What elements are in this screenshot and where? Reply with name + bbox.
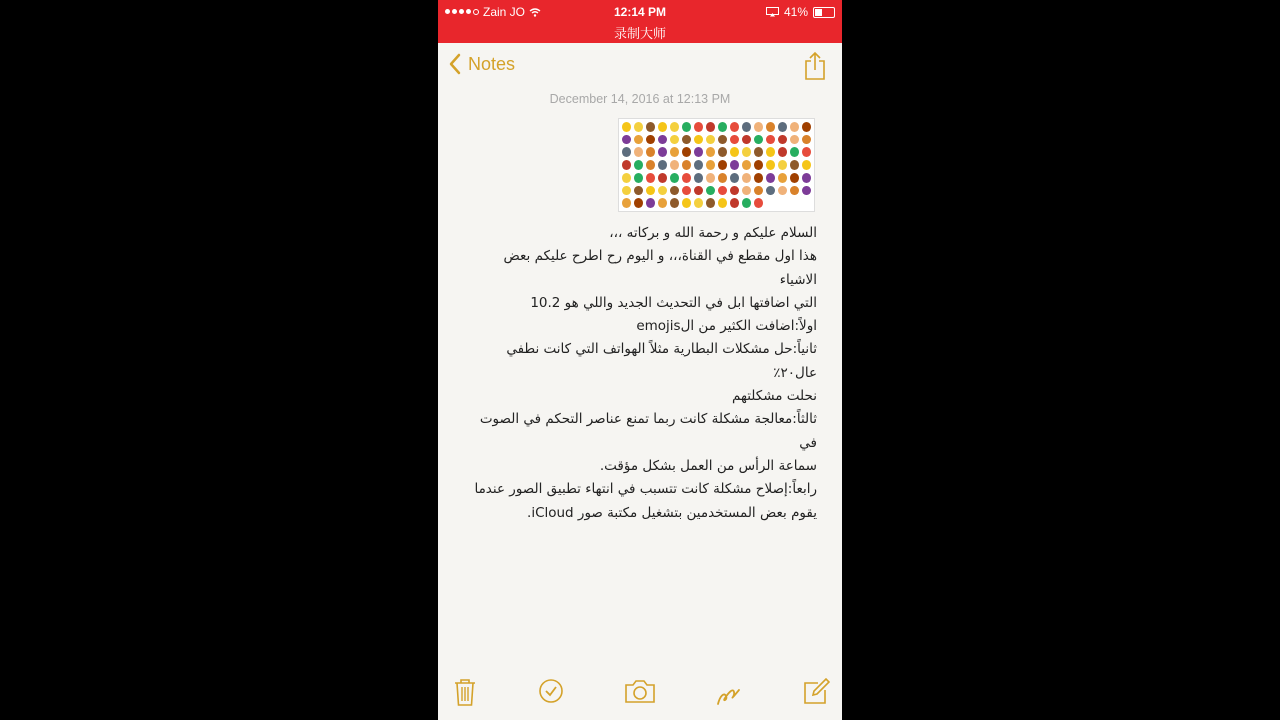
emoji-thumbnail bbox=[754, 198, 763, 208]
emoji-thumbnail bbox=[790, 186, 799, 196]
emoji-thumbnail bbox=[706, 186, 715, 196]
emoji-thumbnail bbox=[670, 198, 679, 208]
emoji-thumbnail bbox=[658, 135, 667, 145]
emoji-thumbnail bbox=[730, 160, 739, 170]
note-line: يقوم بعض المستخدمين بتشغيل مكتبة صور iCloud. bbox=[527, 504, 817, 521]
emoji-thumbnail bbox=[778, 147, 787, 157]
emoji-thumbnail bbox=[802, 122, 811, 132]
emoji-thumbnail bbox=[778, 122, 787, 132]
emoji-thumbnail bbox=[670, 186, 679, 196]
emoji-thumbnail bbox=[634, 122, 643, 132]
emoji-thumbnail bbox=[754, 135, 763, 145]
compose-button[interactable] bbox=[802, 678, 830, 711]
emoji-thumbnail bbox=[646, 173, 655, 183]
emoji-thumbnail bbox=[622, 198, 631, 208]
emoji-thumbnail bbox=[670, 122, 679, 132]
emoji-thumbnail bbox=[694, 122, 703, 132]
emoji-thumbnail bbox=[622, 160, 631, 170]
emoji-thumbnail bbox=[646, 160, 655, 170]
emoji-thumbnail bbox=[622, 122, 631, 132]
emoji-thumbnail bbox=[706, 198, 715, 208]
emoji-thumbnail bbox=[694, 147, 703, 157]
emoji-thumbnail bbox=[646, 147, 655, 157]
emoji-thumbnail bbox=[730, 147, 739, 157]
bottom-toolbar bbox=[438, 670, 842, 720]
emoji-thumbnail bbox=[694, 173, 703, 183]
emoji-thumbnail bbox=[682, 186, 691, 196]
note-line: ثالثاً:معالجة مشكلة كانت ربما تمنع عناصر التحكم في الصوت في bbox=[479, 411, 817, 451]
emoji-thumbnail bbox=[802, 135, 811, 145]
emoji-thumbnail bbox=[742, 122, 751, 132]
screen-mirroring-icon bbox=[766, 7, 779, 17]
emoji-thumbnail bbox=[622, 186, 631, 196]
emoji-thumbnail bbox=[634, 186, 643, 196]
note-line: اولاً:اضافت الكثير من الemojis bbox=[636, 318, 817, 335]
emoji-thumbnail bbox=[754, 147, 763, 157]
note-line: هذا اول مقطع في القناة،،، و اليوم رح اطرح عليكم بعض الاشياء bbox=[503, 248, 817, 288]
chevron-left-icon bbox=[448, 53, 462, 75]
note-date: December 14, 2016 at 12:13 PM bbox=[549, 92, 731, 106]
emoji-thumbnail bbox=[658, 186, 667, 196]
note-text[interactable] bbox=[472, 222, 817, 525]
compose-icon bbox=[802, 678, 830, 706]
emoji-thumbnail bbox=[802, 186, 811, 196]
emoji-thumbnail bbox=[622, 135, 631, 145]
emoji-thumbnail bbox=[682, 147, 691, 157]
emoji-thumbnail bbox=[718, 186, 727, 196]
emoji-thumbnail bbox=[778, 186, 787, 196]
battery-info bbox=[766, 5, 835, 19]
camera-button[interactable] bbox=[624, 678, 656, 709]
emoji-thumbnail bbox=[802, 147, 811, 157]
emoji-thumbnail bbox=[718, 147, 727, 157]
emoji-thumbnail bbox=[718, 198, 727, 208]
emoji-thumbnail bbox=[730, 198, 739, 208]
emoji-thumbnail bbox=[658, 173, 667, 183]
checklist-button[interactable] bbox=[538, 678, 564, 709]
emoji-thumbnail bbox=[622, 147, 631, 157]
emoji-thumbnail bbox=[778, 173, 787, 183]
emoji-thumbnail bbox=[682, 173, 691, 183]
clock: 12:14 PM bbox=[613, 5, 667, 19]
emoji-thumbnail bbox=[730, 186, 739, 196]
emoji-thumbnail bbox=[754, 122, 763, 132]
emoji-thumbnail bbox=[754, 186, 763, 196]
nav-bar bbox=[438, 43, 842, 91]
emoji-thumbnail bbox=[742, 147, 751, 157]
emoji-thumbnail bbox=[658, 198, 667, 208]
emoji-thumbnail bbox=[790, 147, 799, 157]
back-button[interactable] bbox=[448, 53, 515, 75]
status-bar bbox=[438, 0, 842, 43]
emoji-thumbnail bbox=[682, 198, 691, 208]
emoji-thumbnail bbox=[802, 173, 811, 183]
emoji-thumbnail bbox=[766, 173, 775, 183]
emoji-thumbnail bbox=[718, 173, 727, 183]
checklist-icon bbox=[538, 678, 564, 704]
emoji-thumbnail bbox=[634, 135, 643, 145]
emoji-thumbnail bbox=[706, 122, 715, 132]
emoji-thumbnail bbox=[778, 135, 787, 145]
emoji-thumbnail bbox=[718, 135, 727, 145]
emoji-thumbnail bbox=[706, 147, 715, 157]
emoji-thumbnail bbox=[742, 160, 751, 170]
trash-icon bbox=[454, 678, 476, 706]
note-line: نحلت مشكلتهم bbox=[732, 388, 817, 405]
share-button[interactable] bbox=[804, 51, 826, 86]
emoji-thumbnail bbox=[730, 122, 739, 132]
emoji-thumbnail bbox=[634, 173, 643, 183]
emoji-thumbnail bbox=[718, 122, 727, 132]
emoji-thumbnail bbox=[694, 186, 703, 196]
emoji-thumbnail bbox=[694, 198, 703, 208]
emoji-thumbnail bbox=[694, 160, 703, 170]
emoji-thumbnail bbox=[658, 160, 667, 170]
emoji-thumbnail bbox=[682, 122, 691, 132]
emoji-thumbnail bbox=[670, 147, 679, 157]
emoji-thumbnail bbox=[706, 160, 715, 170]
note-line: سماعة الرأس من العمل بشكل مؤقت. bbox=[599, 457, 817, 474]
emoji-thumbnail bbox=[742, 186, 751, 196]
emoji-thumbnail bbox=[766, 160, 775, 170]
sketch-icon bbox=[716, 678, 742, 706]
emoji-thumbnail bbox=[706, 173, 715, 183]
emoji-thumbnail bbox=[646, 198, 655, 208]
emoji-screenshot-image[interactable] bbox=[618, 118, 815, 212]
emoji-thumbnail bbox=[742, 135, 751, 145]
emoji-thumbnail bbox=[778, 160, 787, 170]
delete-button[interactable] bbox=[454, 678, 476, 711]
note-line: السلام عليكم و رحمة الله و بركاته ،،، bbox=[609, 225, 817, 241]
emoji-thumbnail bbox=[766, 147, 775, 157]
back-label: Notes bbox=[468, 53, 516, 74]
emoji-thumbnail bbox=[634, 160, 643, 170]
emoji-thumbnail bbox=[682, 160, 691, 170]
emoji-thumbnail bbox=[658, 147, 667, 157]
emoji-thumbnail bbox=[634, 198, 643, 208]
carrier-label: Zain JO bbox=[483, 5, 526, 19]
emoji-thumbnail bbox=[634, 147, 643, 157]
note-line: ثانياً:حل مشكلات البطارية مثلاً الهواتف التي كانت نطفي عال٢٠٪ bbox=[506, 341, 817, 381]
emoji-thumbnail bbox=[646, 186, 655, 196]
note-line: التي اضافتها ابل في التحديث الجديد واللي هو 10.2 bbox=[530, 294, 817, 311]
emoji-thumbnail bbox=[670, 135, 679, 145]
emoji-thumbnail bbox=[742, 173, 751, 183]
emoji-thumbnail bbox=[694, 135, 703, 145]
emoji-thumbnail bbox=[802, 160, 811, 170]
emoji-thumbnail bbox=[658, 122, 667, 132]
phone-screen bbox=[438, 0, 842, 720]
emoji-thumbnail bbox=[766, 135, 775, 145]
emoji-thumbnail bbox=[706, 135, 715, 145]
emoji-thumbnail bbox=[646, 122, 655, 132]
emoji-thumbnail bbox=[790, 135, 799, 145]
emoji-thumbnail bbox=[754, 173, 763, 183]
recorder-label: 录制大师 bbox=[613, 26, 666, 41]
emoji-thumbnail bbox=[766, 122, 775, 132]
sketch-button[interactable] bbox=[716, 678, 742, 711]
emoji-thumbnail bbox=[790, 160, 799, 170]
emoji-thumbnail bbox=[670, 160, 679, 170]
emoji-thumbnail bbox=[790, 173, 799, 183]
emoji-thumbnail bbox=[730, 173, 739, 183]
emoji-thumbnail bbox=[742, 198, 751, 208]
share-icon bbox=[804, 51, 826, 81]
emoji-thumbnail bbox=[718, 160, 727, 170]
emoji-thumbnail bbox=[730, 135, 739, 145]
battery-percent: 41% bbox=[783, 5, 808, 19]
emoji-thumbnail bbox=[646, 135, 655, 145]
emoji-thumbnail bbox=[682, 135, 691, 145]
emoji-thumbnail bbox=[754, 160, 763, 170]
emoji-thumbnail bbox=[790, 122, 799, 132]
emoji-thumbnail bbox=[766, 186, 775, 196]
emoji-thumbnail bbox=[622, 173, 631, 183]
camera-icon bbox=[624, 678, 656, 704]
note-line: رابعاً:إصلاح مشكلة كانت تتسبب في انتهاء تطبيق الصور عندما bbox=[474, 481, 817, 498]
emoji-thumbnail bbox=[670, 173, 679, 183]
battery-icon bbox=[813, 7, 835, 18]
